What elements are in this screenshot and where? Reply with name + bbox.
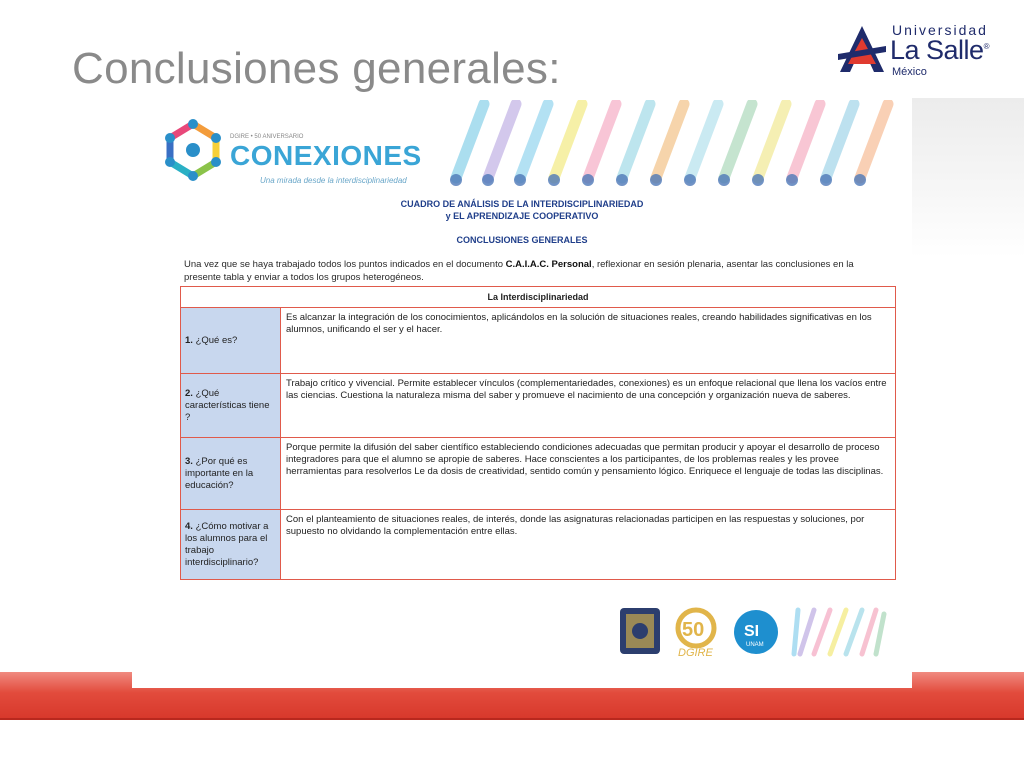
svg-text:DGIRE: DGIRE [678, 647, 713, 659]
decorative-stripes [448, 100, 898, 190]
table-row [181, 438, 896, 510]
conexiones-tag: DGIRE • 50 ANIVERSARIO [230, 134, 304, 140]
embedded-document [132, 98, 912, 688]
logo-lasalle-text: La Salle® [890, 35, 989, 65]
universidad-la-salle-logo [836, 20, 1006, 80]
question-cell: 4. ¿Cómo motivar a los alumnos para el trabajo interdisciplinario? [181, 510, 281, 580]
dgire-50-logo [678, 610, 714, 659]
molecule-icon [160, 114, 226, 184]
interdisciplinariedad-table [180, 286, 896, 580]
partner-logos [618, 604, 888, 660]
unam-shield-icon [620, 608, 660, 654]
question-cell: 3. ¿Por qué es importante en la educación? [181, 438, 281, 510]
table-header-cell: La Interdisciplinariedad [181, 287, 896, 308]
answer-cell: Con el planteamiento de situaciones reales, de interés, donde las asignaturas relacionadas participen en las respuestas y soluciones, por supuesto no olvidando la complementación entre ellas. [281, 510, 896, 580]
table-header-row [181, 287, 896, 308]
question-cell: 2. ¿Qué características tiene ? [181, 374, 281, 438]
conexiones-wordmark: CONEXIONES [230, 140, 422, 171]
logo-mexico-text: México [892, 66, 927, 78]
svg-text:SI: SI [744, 623, 760, 640]
logo-universidad-text: Universidad [892, 22, 988, 38]
answer-cell: Trabajo crítico y vivencial. Permite establecer vínculos (complementariedades, conexiones) es un enfoque relacional que llena los vacíos entre las ciencias. Cuestiona la naturaleza misma del saber y promueve el nacimiento de una concepción y organización nueva de saberes. [281, 374, 896, 438]
decorative-gray-strip [912, 98, 1024, 258]
mini-stripes [794, 610, 884, 654]
svg-text:UNAM: UNAM [746, 642, 764, 648]
intro-paragraph: Una vez que se haya trabajado todos los puntos indicados en el documento C.A.I.A.C. Personal, reflexionar en sesión plenaria, asentar las conclusiones en la presente tabla y enviar a todos los grupos heterogéneos. [184, 259, 854, 283]
table-row [181, 374, 896, 438]
document-heading-line1: CUADRO DE ANÁLISIS DE LA INTERDISCIPLINARIEDAD [400, 199, 644, 209]
si-unam-logo [734, 610, 778, 654]
conexiones-subtitle: Una mirada desde la interdisciplinariedad [260, 176, 407, 185]
document-heading-line2: y EL APRENDIZAJE COOPERATIVO [445, 211, 599, 221]
document-heading-conclusiones: CONCLUSIONES GENERALES [456, 235, 588, 245]
question-cell: 1. ¿Qué es? [181, 308, 281, 374]
conexiones-logo [160, 110, 420, 190]
table-row [181, 308, 896, 374]
answer-cell: Es alcanzar la integración de los conocimientos, aplicándolos en la solución de situaciones reales, creando habilidades significativas en los alumnos, unificando el ser y el hacer. [281, 308, 896, 374]
slide-title: Conclusiones generales: [72, 44, 561, 93]
answer-cell: Porque permite la difusión del saber científico estableciendo condiciones adecuadas que permitan producir y apoyar el desarrollo de proceso integradores para que el alumno se apropie de saberes. Hace conscientes a los participantes, de los problemas reales y les provee herramientas para resolverlos Le da dosis de creatividad, sentido común y pensamiento lógico. Enriquece el lenguaje de todas las disciplinas. [281, 438, 896, 510]
table-row [181, 510, 896, 580]
svg-text:50: 50 [682, 619, 705, 641]
la-salle-star-icon [836, 24, 888, 74]
